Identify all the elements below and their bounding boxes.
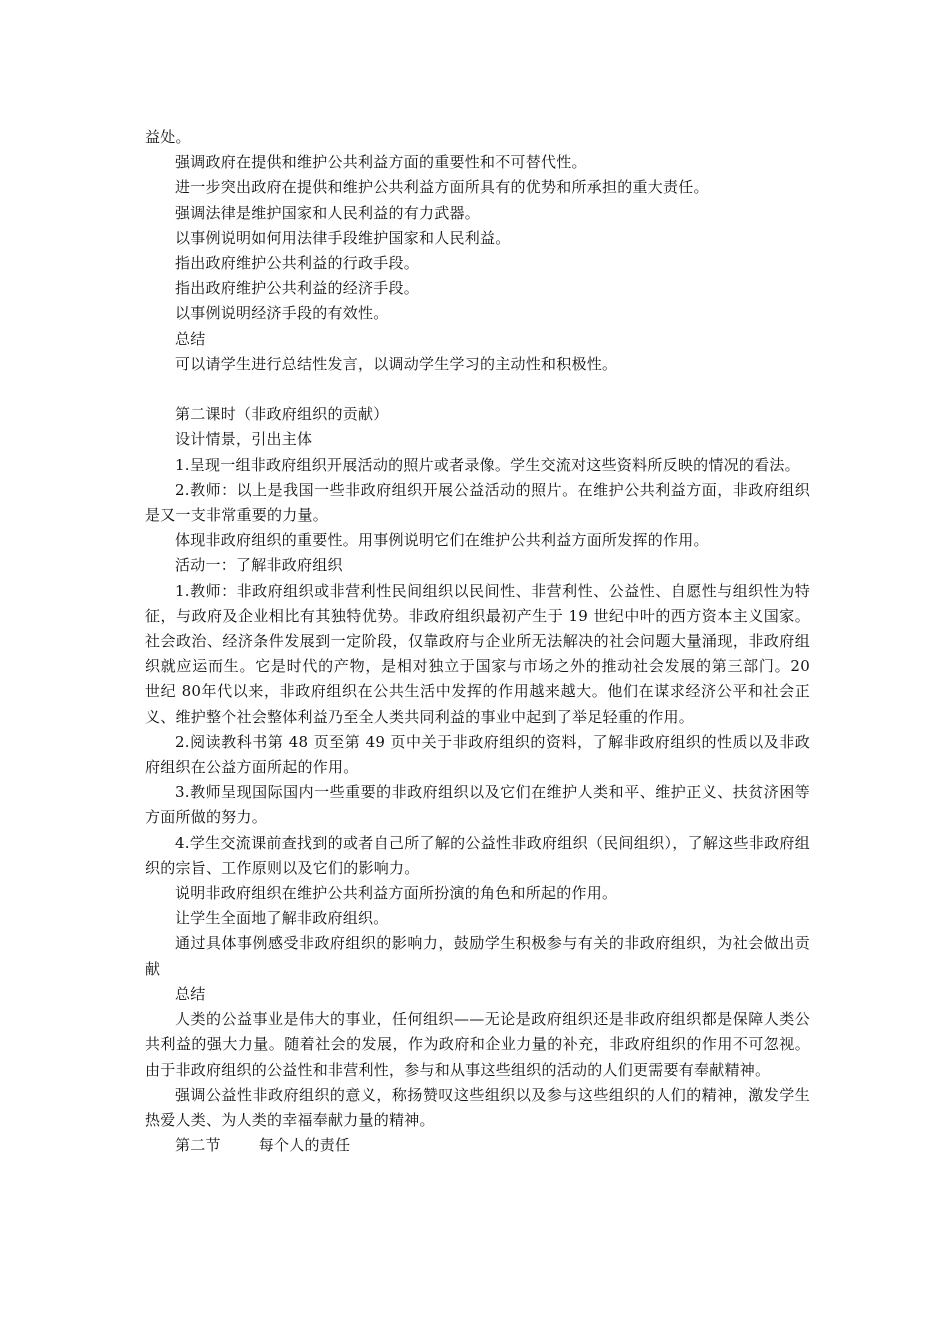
paragraph: 1.教师：非政府组织或非营利性民间组织以民间性、非营利性、公益性、自愿性与组织性为特征，与政府及企业相比有其独特优势。非政府组织最初产生于 19 世纪中叶的西方资本主义国家。社会政治、经济条件发展到一定阶段，仅靠政府与企业所无法解决的社会问题大量涌现，非政府组织就应运而生。它是时代的产物，是相对独立于国家与市场之外的推动社会发展的第三部门。20 世纪 80年代以来，非政府组织在公共生活中发挥的作用越来越大。他们在谋求经济公平和社会正义、维护整个社会整体利益乃至全人类共同利益的事业中起到了举足轻重的作用。: [145, 581, 810, 726]
paragraph: 进一步突出政府在提供和维护公共利益方面所具有的优势和所承担的重大责任。: [175, 178, 709, 197]
paragraph: 4.学生交流课前查找到的或者自己所了解的公益性非政府组织（民间组织），了解这些非政府组织的宗旨、工作原则以及它们的影响力。: [145, 833, 810, 877]
paragraph: 强调法律是维护国家和人民利益的有力武器。: [175, 203, 481, 222]
paragraph: 设计情景，引出主体: [175, 430, 313, 449]
paragraph: 益处。: [145, 128, 191, 146]
paragraph: 强调公益性非政府组织的意义，称扬赞叹这些组织以及参与这些组织的人们的精神，激发学生热爱人类、为人类的幸福奉献力量的精神。: [145, 1085, 810, 1129]
paragraph: 3.教师呈现国际国内一些重要的非政府组织以及它们在维护人类和平、维护正义、扶贫济困等方面所做的努力。: [145, 783, 810, 827]
paragraph: 让学生全面地了解非政府组织。: [175, 909, 389, 928]
paragraph: 说明非政府组织在维护公共利益方面所扮演的角色和所起的作用。: [175, 884, 618, 903]
paragraph: 2.教师：以上是我国一些非政府组织开展公益活动的照片。在维护公共利益方面，非政府组织是又一支非常重要的力量。: [145, 480, 810, 525]
section-title: 每个人的责任: [258, 1136, 351, 1155]
paragraph: 强调政府在提供和维护公共利益方面的重要性和不可替代性。: [175, 153, 587, 172]
paragraph: 第二课时（非政府组织的贡献）: [175, 405, 389, 424]
paragraph: 1.呈现一组非政府组织开展活动的照片或者录像。学生交流对这些资料所反映的情况的看法。: [175, 455, 800, 474]
paragraph: 人类的公益事业是伟大的事业，任何组织——无论是政府组织还是非政府组织都是保障人类公共利益的强大力量。随着社会的发展，作为政府和企业力量的补充，非政府组织的作用不可忽视。由于非政府组织的公益性和非营利性，参与和从事这些组织的活动的人们更需要有奉献精神。: [145, 1010, 810, 1079]
paragraph: 指出政府维护公共利益的经济手段。: [175, 279, 420, 298]
section-heading: [145, 1133, 810, 1158]
paragraph: 活动一：了解非政府组织: [175, 556, 343, 575]
paragraph: 通过具体事例感受非政府组织的影响力，鼓励学生积极参与有关的非政府组织，为社会做出贡献: [145, 934, 810, 978]
paragraph: 以事例说明经济手段的有效性。: [175, 304, 389, 323]
paragraph: 可以请学生进行总结性发言，以调动学生学习的主动性和积极性。: [175, 354, 618, 373]
paragraph: 总结: [175, 984, 206, 1003]
paragraph: 体现非政府组织的重要性。用事例说明它们在维护公共利益方面所发挥的作用。: [175, 531, 709, 550]
paragraph: 指出政府维护公共利益的行政手段。: [175, 254, 420, 273]
paragraph: 以事例说明如何用法律手段维护国家和人民利益。: [175, 228, 511, 247]
document-body: [145, 125, 810, 1158]
section-number: 第二节: [175, 1136, 221, 1155]
paragraph: 2.阅读教科书第 48 页至第 49 页中关于非政府组织的资料，了解非政府组织的性质以及非政府组织在公益方面所起的作用。: [145, 732, 810, 777]
blank-line: [145, 377, 810, 402]
paragraph: 总结: [175, 329, 206, 348]
